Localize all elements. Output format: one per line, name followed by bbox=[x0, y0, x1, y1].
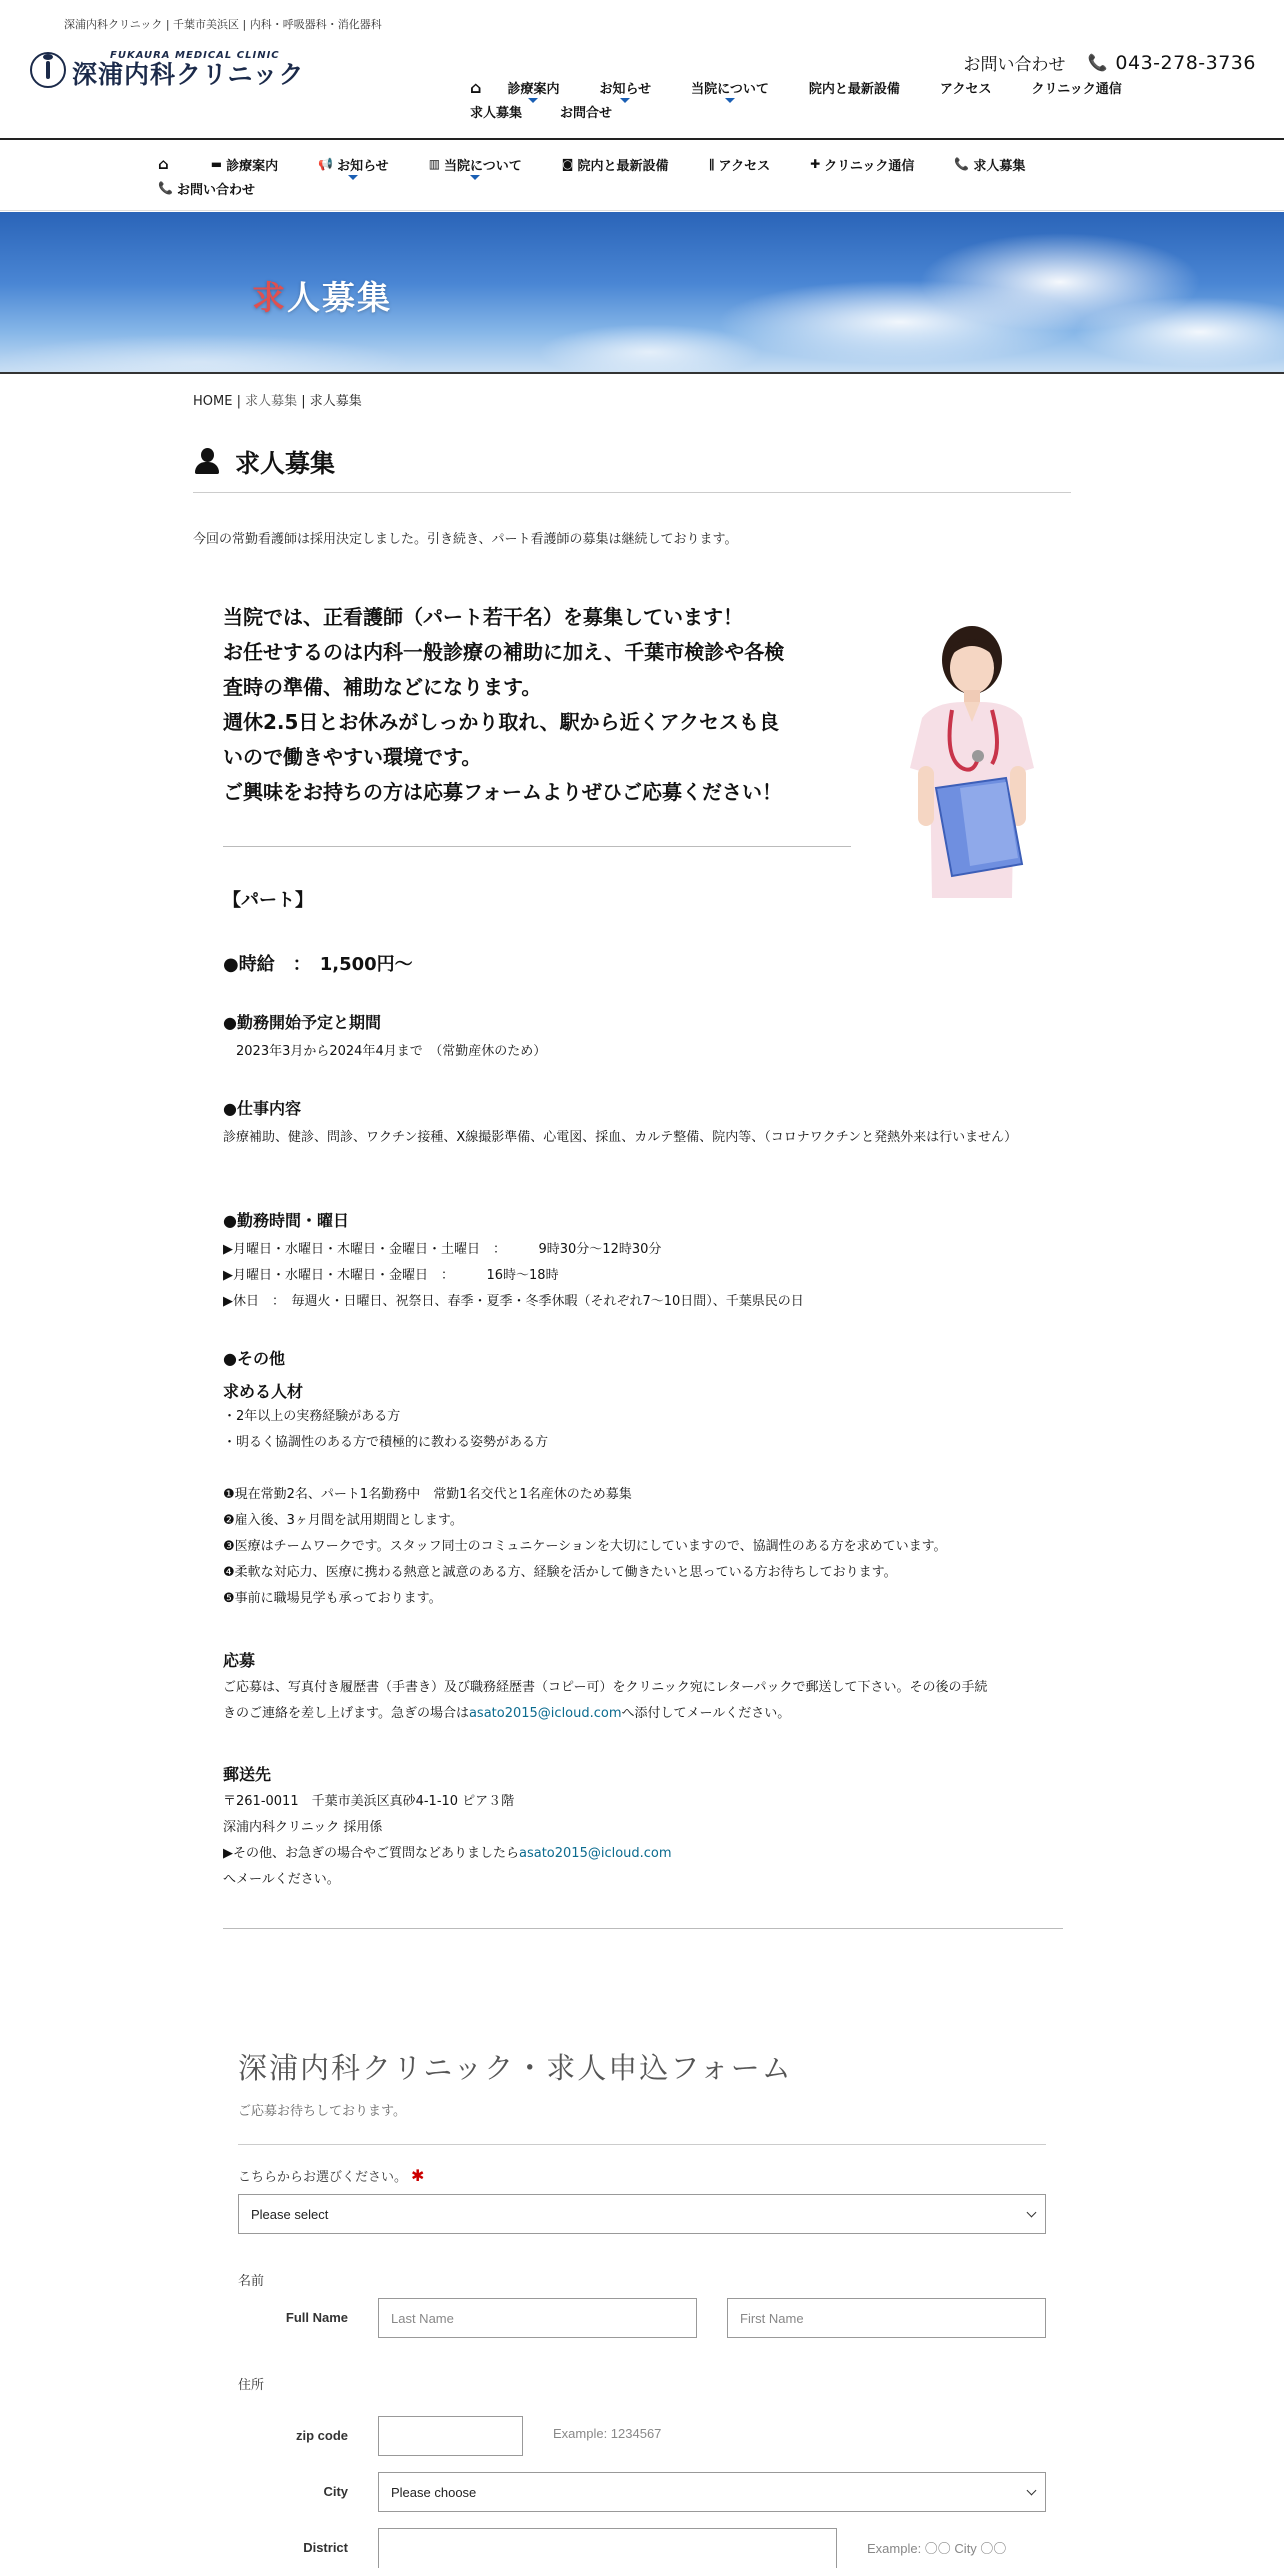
note-item: ❺事前に職場見学も承っております。 bbox=[223, 1591, 442, 1606]
seek-title: 求める人材 bbox=[223, 1382, 304, 1401]
district-label: District bbox=[303, 2540, 348, 2555]
main-nav-item-recruit[interactable]: 求人募集 bbox=[470, 106, 523, 121]
clinic-logo[interactable] bbox=[30, 50, 305, 89]
note-item: ❹柔軟な対応力、医療に携わる熱意と誠意のある方、経験を活かして働きたいと思っている方お待ちしております。 bbox=[223, 1565, 897, 1580]
intro-text: 今回の常勤看護師は採用決定しました。引き続き、パート看護師の募集は継続しております。 bbox=[193, 532, 738, 547]
main-nav-item-access[interactable]: アクセス bbox=[939, 82, 992, 97]
part-section bbox=[223, 886, 1063, 912]
first-name-input[interactable]: First Name bbox=[727, 2298, 1046, 2338]
logo-english: FUKAURA MEDICAL CLINIC bbox=[110, 50, 280, 61]
period-text: 2023年3月から2024年4月まで （常勤産休のため） bbox=[223, 1044, 547, 1059]
other-title: ●その他 bbox=[223, 1349, 285, 1368]
mail-address: 〒261-0011 千葉市美浜区真砂4-1-10 ピア３階 bbox=[223, 1794, 515, 1809]
sub-nav-item-contact[interactable]: 📞 お問い合わせ bbox=[158, 181, 255, 198]
header-divider bbox=[0, 138, 1284, 140]
inquiry-email-link[interactable]: asato2015@icloud.com bbox=[519, 1846, 672, 1861]
work-section bbox=[223, 1096, 1063, 1151]
chevron-down-icon bbox=[620, 98, 630, 103]
period-title: ●勤務開始予定と期間 bbox=[223, 1013, 381, 1032]
lead-divider bbox=[223, 846, 851, 847]
camera-icon: ◙ bbox=[561, 157, 574, 171]
home-icon[interactable]: ⌂ bbox=[158, 155, 169, 173]
subnav-divider bbox=[0, 210, 1284, 211]
apply-text: きのご連絡を差し上げます。急ぎの場合はasato2015@icloud.comへ添付してメールください。 bbox=[223, 1706, 791, 1721]
select-label: こちらからお選びください。 ✱ bbox=[238, 2166, 425, 2185]
main-nav-item-newsletter[interactable]: クリニック通信 bbox=[1031, 82, 1122, 97]
apply-text: ご応募は、写真付き履歴書（手書き）及び職務経歴書（コピー可）をクリニック宛にレターパックで郵送して下さい。その後の手続 bbox=[223, 1680, 988, 1695]
road-icon: ∥ bbox=[708, 157, 715, 171]
form-divider bbox=[238, 2144, 1046, 2145]
folder-icon: ▬ bbox=[210, 157, 223, 171]
chevron-down-icon bbox=[1027, 2485, 1037, 2495]
recruit-lead: 当院では、正看護師（パート若干名）を募集しています！ お任せするのは内科一般診療の補助に加え、千葉市検診や各検 査時の準備、補助などになります。 週休2.5日とお休みがしっかり取れ、駅から近くアクセスも良 いので働きやすい環境です。 ご興味をお持ちの方は応募フォームよりぜひご応募ください！ bbox=[223, 605, 785, 804]
wage-section bbox=[223, 950, 1063, 976]
zip-input[interactable] bbox=[378, 2416, 523, 2456]
note-item: ❸医療はチームワークです。スタッフ同士のコミュニケーションを大切にしていますので、協調性のある方を求めています。 bbox=[223, 1539, 947, 1554]
nurse-photo bbox=[874, 618, 1064, 898]
sub-nav-item-access[interactable]: ∥ アクセス bbox=[708, 157, 771, 174]
breadcrumb: HOME | 求人募集 | 求人募集 bbox=[193, 394, 362, 409]
header-contact bbox=[963, 50, 1256, 75]
sub-nav-item-medical[interactable]: ▬ 診療案内 bbox=[210, 157, 279, 174]
zip-label: zip code bbox=[295, 2428, 348, 2443]
main-nav-item-facilities[interactable]: 院内と最新設備 bbox=[808, 82, 900, 97]
section-divider bbox=[223, 1928, 1063, 1929]
phone-number[interactable]: 043-278-3736 bbox=[1115, 51, 1256, 74]
user-icon bbox=[193, 448, 221, 476]
phone-icon: 📞 bbox=[158, 181, 173, 195]
phone-icon: 📞 bbox=[954, 157, 970, 171]
page-title: 求人募集 bbox=[193, 444, 335, 480]
district-input[interactable] bbox=[378, 2528, 837, 2568]
holidays-line: ▶休日 ： 毎週火・日曜日、祝祭日、春季・夏季・冬季休暇（それぞれ7〜10日間）、千葉県民の日 bbox=[223, 1294, 804, 1309]
district-hint: Example: 〇〇 City 〇〇 bbox=[867, 2541, 1007, 2556]
mail-section bbox=[223, 1762, 1063, 1893]
inquiry-tail: へメールください。 bbox=[223, 1872, 340, 1887]
breadcrumb-parent[interactable]: 求人募集 bbox=[245, 394, 298, 409]
note-item: ❷雇入後、3ヶ月間を試用期間とします。 bbox=[223, 1513, 463, 1528]
form-subtitle: ご応募お待ちしております。 bbox=[238, 2104, 406, 2119]
apply-section bbox=[223, 1648, 1063, 1727]
medkit-icon: ✚ bbox=[810, 157, 821, 171]
position-select[interactable]: Please select bbox=[238, 2194, 1046, 2234]
wage-text: ●時給 ： 1,500円〜 bbox=[223, 954, 413, 975]
full-name-label: Full Name bbox=[285, 2310, 348, 2325]
name-label: 名前 bbox=[238, 2274, 265, 2289]
main-nav-item-news[interactable]: お知らせ bbox=[599, 78, 651, 97]
sub-nav bbox=[158, 152, 1118, 200]
megaphone-icon: 📢 bbox=[318, 157, 334, 171]
main-nav bbox=[470, 78, 1230, 126]
logo-japanese: 深浦内科クリニック bbox=[72, 60, 305, 89]
hours-title: ●勤務時間・曜日 bbox=[223, 1211, 349, 1230]
inquiry-text: ▶その他、お急ぎの場合やご質問などありましたらasato2015@icloud.com bbox=[223, 1846, 672, 1861]
work-title: ●仕事内容 bbox=[223, 1099, 301, 1118]
seek-item: ・明るく協調性のある方で積極的に教わる姿勢がある方 bbox=[223, 1435, 549, 1450]
hours-line: ▶月曜日・水曜日・木曜日・金曜日・土曜日 ： 9時30分〜12時30分 bbox=[223, 1242, 662, 1257]
contact-link[interactable]: お問い合わせ bbox=[963, 55, 1066, 75]
heading-divider bbox=[193, 492, 1071, 493]
main-nav-item-about[interactable]: 当院について bbox=[691, 78, 769, 97]
chevron-down-icon bbox=[1027, 2207, 1037, 2217]
sub-nav-item-recruit[interactable]: 📞 求人募集 bbox=[954, 157, 1026, 174]
home-icon[interactable]: ⌂ bbox=[470, 78, 482, 97]
building-icon: ▥ bbox=[428, 157, 441, 171]
city-select[interactable]: Please choose bbox=[378, 2472, 1046, 2512]
work-text: 診療補助、健診、問診、ワクチン接種、X線撮影準備、心電図、採血、カルテ整備、院内等、（コロナワクチンと発熱外来は行いません） bbox=[223, 1130, 1018, 1145]
period-section bbox=[223, 1010, 1063, 1065]
site-tagline: 深浦内科クリニック | 千葉市美浜区 | 内科・呼吸器科・消化器科 bbox=[64, 18, 382, 31]
hero-banner bbox=[0, 212, 1284, 374]
hero-title: 求人募集 bbox=[252, 278, 392, 317]
city-label: City bbox=[323, 2484, 348, 2499]
part-title: 【パート】 bbox=[223, 890, 313, 911]
address-label: 住所 bbox=[238, 2378, 265, 2393]
phone-icon: 📞 bbox=[1087, 53, 1108, 72]
apply-title: 応募 bbox=[223, 1651, 256, 1670]
sub-nav-item-facilities[interactable]: ◙ 院内と最新設備 bbox=[561, 157, 669, 174]
clinic-logo-icon bbox=[30, 52, 66, 88]
apply-email-link[interactable]: asato2015@icloud.com bbox=[468, 1706, 622, 1721]
sub-nav-item-news[interactable]: 📢 お知らせ bbox=[318, 155, 389, 174]
other-section bbox=[223, 1346, 1063, 1612]
note-item: ❶現在常勤2名、パート1名勤務中 常勤1名交代と1名産休のため募集 bbox=[223, 1487, 632, 1502]
form-title: 深浦内科クリニック・求人申込フォーム bbox=[238, 2051, 793, 2085]
hours-section bbox=[223, 1208, 1063, 1315]
zip-hint: Example: 1234567 bbox=[553, 2426, 662, 2441]
chevron-down-icon bbox=[348, 175, 358, 180]
chevron-down-icon bbox=[470, 175, 480, 180]
chevron-down-icon bbox=[528, 98, 538, 103]
breadcrumb-home[interactable]: HOME bbox=[193, 394, 233, 409]
sub-nav-item-newsletter[interactable]: ✚ クリニック通信 bbox=[810, 157, 915, 174]
sub-nav-item-about[interactable]: ▥ 当院について bbox=[429, 155, 522, 174]
mail-recipient: 深浦内科クリニック 採用係 bbox=[223, 1820, 383, 1835]
last-name-input[interactable]: Last Name bbox=[378, 2298, 697, 2338]
breadcrumb-current: 求人募集 bbox=[309, 394, 362, 409]
hours-line: ▶月曜日・水曜日・木曜日・金曜日 ： 16時〜18時 bbox=[223, 1268, 559, 1283]
chevron-down-icon bbox=[725, 98, 735, 103]
seek-item: ・2年以上の実務経験がある方 bbox=[223, 1409, 401, 1424]
main-nav-item-medical[interactable]: 診療案内 bbox=[507, 78, 559, 97]
main-nav-item-contact[interactable]: お問合せ bbox=[560, 106, 613, 121]
mail-title: 郵送先 bbox=[223, 1765, 272, 1784]
required-asterisk-icon: ✱ bbox=[411, 2166, 425, 2185]
